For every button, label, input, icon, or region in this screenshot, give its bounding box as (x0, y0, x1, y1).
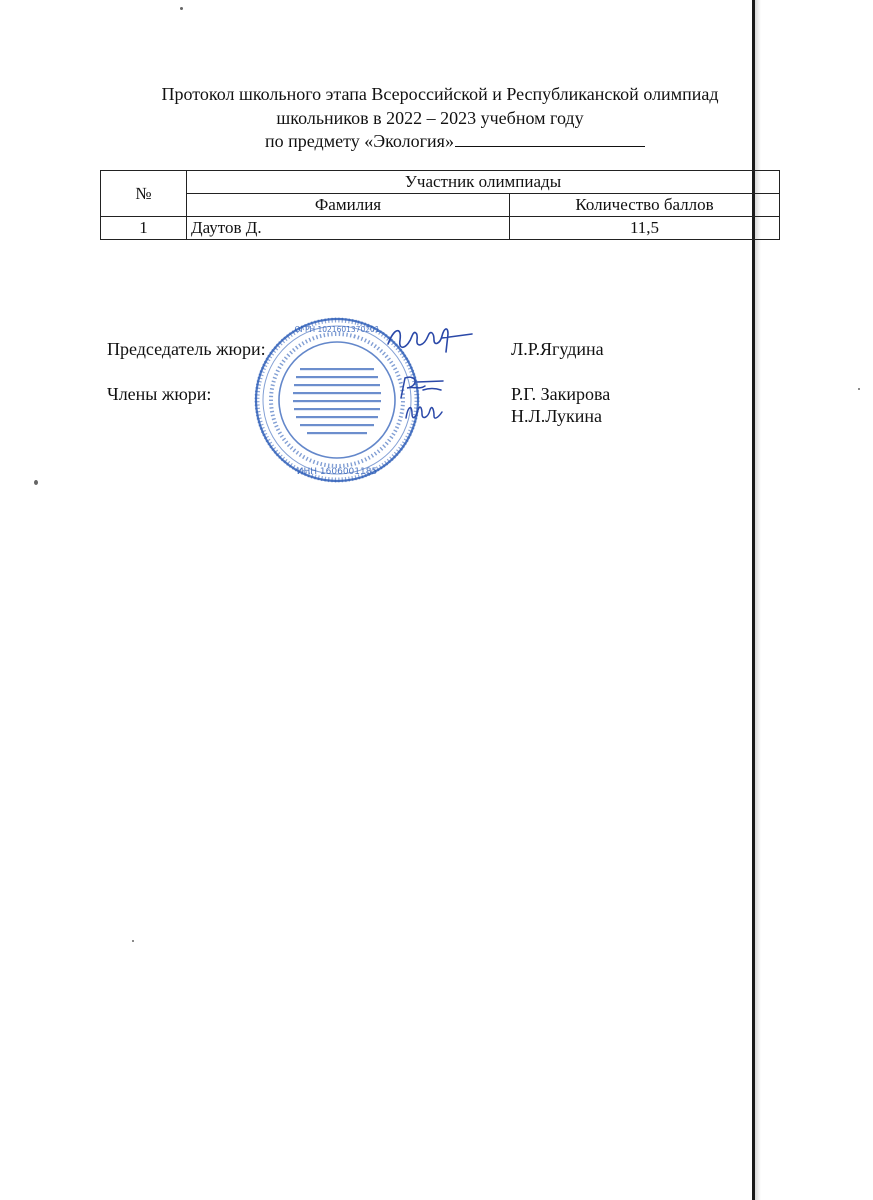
document-subject: по предмету «Экология» (265, 131, 454, 151)
jury-chair-name: Л.Р.Ягудина (511, 339, 604, 359)
document-title: Протокол школьного этапа Всероссийской и Республиканской олимпиад (161, 84, 719, 104)
results-table (100, 170, 780, 240)
table-header-row (101, 171, 780, 194)
jury-members-label: Члены жюри: (107, 384, 212, 404)
jury-chair-label: Председатель жюри: (107, 339, 266, 359)
table-subheader-row (101, 194, 780, 217)
document-subject-line (100, 130, 810, 152)
member-2-signature (402, 398, 444, 424)
header-surname: Фамилия (187, 194, 510, 217)
row-score: 11,5 (510, 217, 780, 240)
jury-member-2-name: Н.Л.Лукина (511, 406, 602, 426)
scan-speck (180, 7, 183, 10)
jury-member-1-name: Р.Г. Закирова (511, 384, 611, 404)
row-surname: Даутов Д. (187, 217, 510, 240)
header-score: Количество баллов (510, 194, 780, 217)
scan-speck (132, 940, 134, 942)
row-num: 1 (101, 217, 187, 240)
scan-speck (34, 480, 38, 485)
chair-signature (384, 318, 474, 360)
subject-blank-underline (455, 130, 645, 147)
header-participant: Участник олимпиады (187, 171, 780, 194)
stamp-ogrn: ОГРН 1021601370201 (294, 325, 380, 334)
document-subtitle: школьников в 2022 – 2023 учебном году (276, 108, 584, 128)
header-num: № (101, 171, 187, 217)
table-row (101, 217, 780, 240)
scan-speck (858, 388, 860, 390)
stamp-inn: ИНН 1606001185 (296, 467, 378, 477)
